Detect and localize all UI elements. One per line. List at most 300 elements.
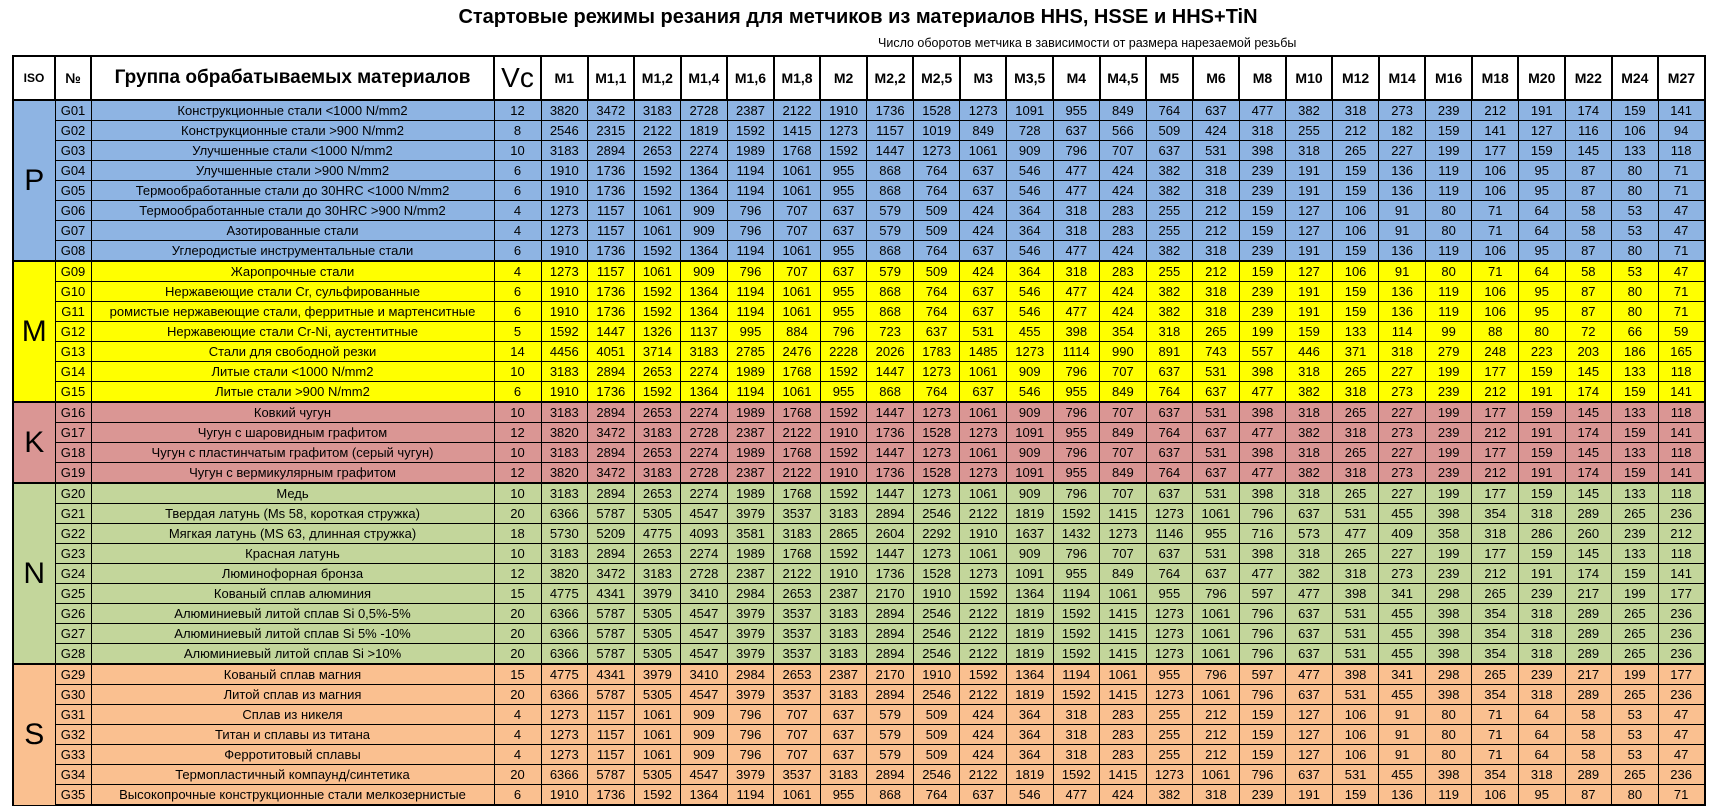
rpm-value: 95 [1518, 785, 1565, 806]
rpm-value: 637 [1146, 443, 1193, 463]
table-row [13, 181, 1705, 201]
rpm-value: 2170 [867, 664, 914, 685]
rpm-value: 318 [1286, 544, 1333, 564]
rpm-value: 71 [1472, 725, 1519, 745]
rpm-value: 265 [1193, 322, 1240, 342]
rpm-value: 1273 [913, 544, 960, 564]
rpm-value: 4547 [681, 624, 728, 644]
rpm-value: 1273 [541, 705, 588, 725]
rpm-value: 2274 [681, 483, 728, 504]
cutting-speed-value: 4 [494, 705, 541, 725]
rpm-value: 265 [1612, 604, 1659, 624]
table-row [13, 302, 1705, 322]
header-size: M10 [1286, 56, 1333, 100]
material-name: Термообработанные стали до 30HRC >900 N/mm2 [91, 201, 494, 221]
table-row [13, 382, 1705, 403]
rpm-value: 1768 [774, 402, 821, 423]
group-code: G20 [55, 483, 91, 504]
rpm-value: 2387 [727, 564, 774, 584]
rpm-value: 3979 [727, 624, 774, 644]
rpm-value: 398 [1239, 141, 1286, 161]
rpm-value: 5305 [634, 604, 681, 624]
rpm-value: 455 [1379, 765, 1426, 785]
rpm-value: 159 [1239, 745, 1286, 765]
rpm-value: 354 [1472, 624, 1519, 644]
rpm-value: 5305 [634, 685, 681, 705]
rpm-value: 318 [1193, 241, 1240, 262]
header-size: M3,5 [1006, 56, 1053, 100]
rpm-value: 136 [1379, 241, 1426, 262]
rpm-value: 217 [1565, 584, 1612, 604]
rpm-value: 1157 [588, 745, 635, 765]
rpm-value: 177 [1472, 141, 1519, 161]
rpm-value: 2546 [913, 644, 960, 665]
rpm-value: 6366 [541, 644, 588, 665]
rpm-value: 1592 [960, 664, 1007, 685]
cutting-speed-value: 6 [494, 382, 541, 403]
rpm-value: 637 [820, 201, 867, 221]
header-size: M3 [960, 56, 1007, 100]
rpm-value: 1194 [727, 161, 774, 181]
table-row [13, 544, 1705, 564]
rpm-value: 3979 [727, 765, 774, 785]
rpm-value: 637 [1286, 504, 1333, 524]
rpm-value: 318 [1193, 161, 1240, 181]
rpm-value: 796 [727, 725, 774, 745]
rpm-value: 455 [1006, 322, 1053, 342]
rpm-value: 477 [1332, 524, 1379, 544]
rpm-value: 3183 [820, 765, 867, 785]
rpm-value: 2894 [588, 483, 635, 504]
rpm-value: 3183 [681, 342, 728, 362]
group-code: G13 [55, 342, 91, 362]
rpm-value: 1447 [867, 141, 914, 161]
rpm-value: 71 [1658, 241, 1705, 262]
rpm-value: 1061 [634, 261, 681, 282]
rpm-value: 145 [1565, 483, 1612, 504]
rpm-value: 318 [1053, 705, 1100, 725]
cutting-speed-value: 10 [494, 544, 541, 564]
rpm-value: 707 [774, 261, 821, 282]
rpm-value: 80 [1612, 181, 1659, 201]
rpm-value: 743 [1193, 342, 1240, 362]
material-name: Улучшенные стали <1000 N/mm2 [91, 141, 494, 161]
iso-group-label: P [13, 100, 55, 261]
rpm-value: 141 [1658, 564, 1705, 584]
rpm-value: 531 [960, 322, 1007, 342]
rpm-value: 141 [1658, 463, 1705, 484]
rpm-value: 159 [1332, 161, 1379, 181]
rpm-value: 764 [913, 241, 960, 262]
rpm-value: 318 [1332, 100, 1379, 121]
cutting-speed-value: 12 [494, 564, 541, 584]
rpm-value: 255 [1146, 705, 1193, 725]
rpm-value: 4775 [634, 524, 681, 544]
rpm-value: 1061 [960, 141, 1007, 161]
cutting-speed-value: 15 [494, 584, 541, 604]
rpm-value: 597 [1239, 584, 1286, 604]
rpm-value: 868 [867, 241, 914, 262]
rpm-value: 239 [1612, 524, 1659, 544]
rpm-value: 1819 [1006, 504, 1053, 524]
header-size: M8 [1239, 56, 1286, 100]
rpm-value: 1091 [1006, 463, 1053, 484]
rpm-value: 239 [1425, 423, 1472, 443]
rpm-value: 341 [1379, 664, 1426, 685]
rpm-value: 53 [1612, 261, 1659, 282]
rpm-value: 1910 [960, 524, 1007, 544]
rpm-value: 764 [1146, 423, 1193, 443]
rpm-value: 4093 [681, 524, 728, 544]
rpm-value: 318 [1286, 443, 1333, 463]
group-code: G23 [55, 544, 91, 564]
rpm-value: 868 [867, 302, 914, 322]
group-code: G03 [55, 141, 91, 161]
rpm-value: 849 [960, 121, 1007, 141]
rpm-value: 637 [1193, 463, 1240, 484]
rpm-value: 286 [1518, 524, 1565, 544]
group-code: G04 [55, 161, 91, 181]
rpm-value: 1146 [1146, 524, 1193, 544]
rpm-value: 1910 [541, 161, 588, 181]
rpm-value: 707 [774, 221, 821, 241]
rpm-value: 106 [1332, 201, 1379, 221]
rpm-value: 637 [820, 221, 867, 241]
material-name: Титан и сплавы из титана [91, 725, 494, 745]
rpm-value: 255 [1146, 725, 1193, 745]
rpm-value: 1592 [960, 584, 1007, 604]
rpm-value: 2728 [681, 423, 728, 443]
header-size: M1,4 [681, 56, 728, 100]
rpm-value: 955 [820, 382, 867, 403]
rpm-value: 1273 [1146, 504, 1193, 524]
rpm-value: 1910 [820, 463, 867, 484]
rpm-value: 955 [820, 302, 867, 322]
rpm-value: 1989 [727, 483, 774, 504]
rpm-value: 283 [1100, 705, 1147, 725]
rpm-value: 796 [727, 705, 774, 725]
rpm-value: 133 [1612, 141, 1659, 161]
group-code: G01 [55, 100, 91, 121]
rpm-value: 955 [820, 241, 867, 262]
rpm-value: 1592 [1053, 504, 1100, 524]
rpm-value: 2653 [634, 402, 681, 423]
table-row [13, 765, 1705, 785]
rpm-value: 80 [1612, 161, 1659, 181]
rpm-value: 1273 [1146, 685, 1193, 705]
rpm-value: 174 [1565, 463, 1612, 484]
rpm-value: 133 [1332, 322, 1379, 342]
rpm-value: 2387 [727, 423, 774, 443]
rpm-value: 1061 [1100, 584, 1147, 604]
rpm-value: 5787 [588, 624, 635, 644]
rpm-value: 91 [1379, 221, 1426, 241]
cutting-speed-value: 15 [494, 664, 541, 685]
rpm-value: 1528 [913, 423, 960, 443]
rpm-value: 477 [1286, 664, 1333, 685]
rpm-value: 199 [1612, 584, 1659, 604]
rpm-value: 868 [867, 282, 914, 302]
rpm-value: 119 [1425, 282, 1472, 302]
rpm-value: 477 [1053, 161, 1100, 181]
rpm-value: 1592 [820, 402, 867, 423]
rpm-value: 4341 [588, 664, 635, 685]
rpm-value: 64 [1518, 221, 1565, 241]
table-row [13, 624, 1705, 644]
rpm-value: 273 [1379, 564, 1426, 584]
material-name: Литые стали <1000 N/mm2 [91, 362, 494, 382]
rpm-value: 53 [1612, 725, 1659, 745]
rpm-value: 531 [1193, 362, 1240, 382]
iso-group-label: N [13, 483, 55, 664]
rpm-value: 47 [1658, 201, 1705, 221]
rpm-value: 59 [1658, 322, 1705, 342]
rpm-value: 255 [1146, 221, 1193, 241]
rpm-value: 1061 [774, 302, 821, 322]
rpm-value: 3183 [634, 423, 681, 443]
rpm-value: 1415 [1100, 685, 1147, 705]
header-size: M1,6 [727, 56, 774, 100]
group-code: G27 [55, 624, 91, 644]
rpm-value: 637 [1286, 624, 1333, 644]
rpm-value: 424 [960, 725, 1007, 745]
rpm-value: 1364 [681, 785, 728, 806]
rpm-value: 2170 [867, 584, 914, 604]
rpm-value: 424 [1100, 785, 1147, 806]
header-size: M24 [1612, 56, 1659, 100]
group-code: G26 [55, 604, 91, 624]
rpm-value: 217 [1565, 664, 1612, 685]
header-iso: ISO [13, 56, 55, 100]
rpm-value: 796 [727, 261, 774, 282]
rpm-value: 546 [1006, 161, 1053, 181]
rpm-value: 318 [1286, 141, 1333, 161]
cutting-speed-value: 20 [494, 624, 541, 644]
rpm-value: 382 [1146, 181, 1193, 201]
rpm-value: 455 [1379, 685, 1426, 705]
rpm-value: 5787 [588, 644, 635, 665]
rpm-value: 318 [1193, 282, 1240, 302]
rpm-value: 2894 [588, 402, 635, 423]
rpm-value: 227 [1379, 443, 1426, 463]
material-name: Азотированные стали [91, 221, 494, 241]
rpm-value: 58 [1565, 261, 1612, 282]
rpm-value: 99 [1425, 322, 1472, 342]
rpm-value: 212 [1193, 725, 1240, 745]
rpm-value: 3979 [727, 685, 774, 705]
rpm-value: 1061 [774, 785, 821, 806]
table-subtitle: Число оборотов метчика в зависимости от размера нарезаемой резьбы [878, 36, 1297, 50]
rpm-value: 3183 [774, 524, 821, 544]
rpm-value: 159 [1332, 282, 1379, 302]
rpm-value: 579 [867, 201, 914, 221]
rpm-value: 3410 [681, 664, 728, 685]
rpm-value: 1447 [867, 544, 914, 564]
rpm-value: 546 [1006, 382, 1053, 403]
rpm-value: 398 [1239, 544, 1286, 564]
rpm-value: 3183 [541, 544, 588, 564]
rpm-value: 64 [1518, 725, 1565, 745]
rpm-value: 579 [867, 221, 914, 241]
rpm-value: 477 [1239, 564, 1286, 584]
rpm-value: 1061 [774, 382, 821, 403]
rpm-value: 159 [1425, 121, 1472, 141]
rpm-value: 318 [1286, 402, 1333, 423]
rpm-value: 91 [1379, 705, 1426, 725]
rpm-value: 2894 [588, 443, 635, 463]
rpm-value: 1273 [913, 402, 960, 423]
table-row [13, 261, 1705, 282]
rpm-value: 1819 [1006, 685, 1053, 705]
rpm-value: 5305 [634, 624, 681, 644]
rpm-value: 265 [1472, 584, 1519, 604]
rpm-value: 118 [1658, 362, 1705, 382]
rpm-value: 87 [1565, 241, 1612, 262]
rpm-value: 531 [1332, 685, 1379, 705]
rpm-value: 955 [1053, 564, 1100, 584]
rpm-value: 119 [1425, 161, 1472, 181]
rpm-value: 868 [867, 382, 914, 403]
rpm-value: 477 [1239, 423, 1286, 443]
rpm-value: 145 [1565, 362, 1612, 382]
rpm-value: 191 [1518, 382, 1565, 403]
rpm-value: 707 [774, 201, 821, 221]
rpm-value: 318 [1379, 342, 1426, 362]
rpm-value: 1273 [820, 121, 867, 141]
rpm-value: 637 [1193, 423, 1240, 443]
rpm-value: 382 [1146, 161, 1193, 181]
rpm-value: 2653 [774, 584, 821, 604]
rpm-value: 283 [1100, 221, 1147, 241]
rpm-value: 1819 [1006, 644, 1053, 665]
rpm-value: 159 [1612, 382, 1659, 403]
cutting-speed-value: 18 [494, 524, 541, 544]
header-size: M5 [1146, 56, 1193, 100]
rpm-value: 239 [1425, 564, 1472, 584]
rpm-value: 1736 [588, 785, 635, 806]
rpm-value: 5730 [541, 524, 588, 544]
rpm-value: 1194 [727, 302, 774, 322]
rpm-value: 3537 [774, 504, 821, 524]
rpm-value: 6366 [541, 604, 588, 624]
rpm-value: 955 [1053, 382, 1100, 403]
header-size: M12 [1332, 56, 1379, 100]
rpm-value: 909 [1006, 141, 1053, 161]
cutting-speed-value: 4 [494, 725, 541, 745]
rpm-value: 1447 [867, 362, 914, 382]
rpm-value: 455 [1379, 644, 1426, 665]
rpm-value: 1061 [1193, 765, 1240, 785]
rpm-value: 265 [1332, 362, 1379, 382]
header-size: M1,2 [634, 56, 681, 100]
iso-group-label: M [13, 261, 55, 402]
rpm-value: 71 [1658, 181, 1705, 201]
rpm-value: 955 [820, 785, 867, 806]
rpm-value: 119 [1425, 302, 1472, 322]
rpm-value: 47 [1658, 221, 1705, 241]
rpm-value: 199 [1425, 483, 1472, 504]
rpm-value: 298 [1425, 664, 1472, 685]
rpm-value: 5787 [588, 685, 635, 705]
group-code: G30 [55, 685, 91, 705]
rpm-value: 509 [913, 201, 960, 221]
rpm-value: 265 [1612, 624, 1659, 644]
rpm-value: 159 [1239, 201, 1286, 221]
rpm-value: 909 [1006, 362, 1053, 382]
rpm-value: 1447 [867, 483, 914, 504]
rpm-value: 424 [960, 745, 1007, 765]
rpm-value: 579 [867, 705, 914, 725]
rpm-value: 212 [1193, 745, 1240, 765]
rpm-value: 141 [1658, 100, 1705, 121]
rpm-value: 1273 [1146, 765, 1193, 785]
rpm-value: 2604 [867, 524, 914, 544]
rpm-value: 557 [1239, 342, 1286, 362]
rpm-value: 637 [1193, 100, 1240, 121]
rpm-value: 371 [1332, 342, 1379, 362]
rpm-value: 398 [1425, 624, 1472, 644]
cutting-speed-value: 6 [494, 161, 541, 181]
rpm-value: 3183 [541, 402, 588, 423]
rpm-value: 424 [1100, 161, 1147, 181]
rpm-value: 1061 [960, 362, 1007, 382]
rpm-value: 1592 [634, 282, 681, 302]
rpm-value: 227 [1379, 141, 1426, 161]
rpm-value: 3183 [634, 564, 681, 584]
rpm-value: 1485 [960, 342, 1007, 362]
rpm-value: 223 [1518, 342, 1565, 362]
rpm-value: 136 [1379, 161, 1426, 181]
rpm-value: 891 [1146, 342, 1193, 362]
rpm-value: 1910 [541, 302, 588, 322]
rpm-value: 2387 [727, 100, 774, 121]
rpm-value: 1415 [1100, 604, 1147, 624]
rpm-value: 455 [1379, 504, 1426, 524]
rpm-value: 1157 [867, 121, 914, 141]
rpm-value: 2546 [913, 604, 960, 624]
header-size: M22 [1565, 56, 1612, 100]
rpm-value: 1528 [913, 100, 960, 121]
rpm-value: 212 [1472, 463, 1519, 484]
cutting-speed-value: 20 [494, 504, 541, 524]
rpm-value: 289 [1565, 504, 1612, 524]
rpm-value: 2653 [634, 141, 681, 161]
rpm-value: 318 [1518, 765, 1565, 785]
rpm-value: 2894 [867, 685, 914, 705]
rpm-value: 265 [1612, 765, 1659, 785]
rpm-value: 2728 [681, 564, 728, 584]
rpm-value: 1194 [1053, 664, 1100, 685]
rpm-value: 2653 [634, 544, 681, 564]
rpm-value: 1989 [727, 544, 774, 564]
rpm-value: 182 [1379, 121, 1426, 141]
rpm-value: 909 [1006, 483, 1053, 504]
rpm-value: 118 [1658, 483, 1705, 504]
rpm-value: 884 [774, 322, 821, 342]
rpm-value: 273 [1379, 463, 1426, 484]
header-size: M16 [1425, 56, 1472, 100]
rpm-value: 127 [1286, 745, 1333, 765]
rpm-value: 95 [1518, 241, 1565, 262]
rpm-value: 265 [1612, 644, 1659, 665]
table-row [13, 705, 1705, 725]
table-row [13, 342, 1705, 362]
rpm-value: 5787 [588, 504, 635, 524]
rpm-value: 707 [774, 705, 821, 725]
rpm-value: 106 [1472, 785, 1519, 806]
rpm-value: 398 [1053, 322, 1100, 342]
cutting-speed-value: 8 [494, 121, 541, 141]
